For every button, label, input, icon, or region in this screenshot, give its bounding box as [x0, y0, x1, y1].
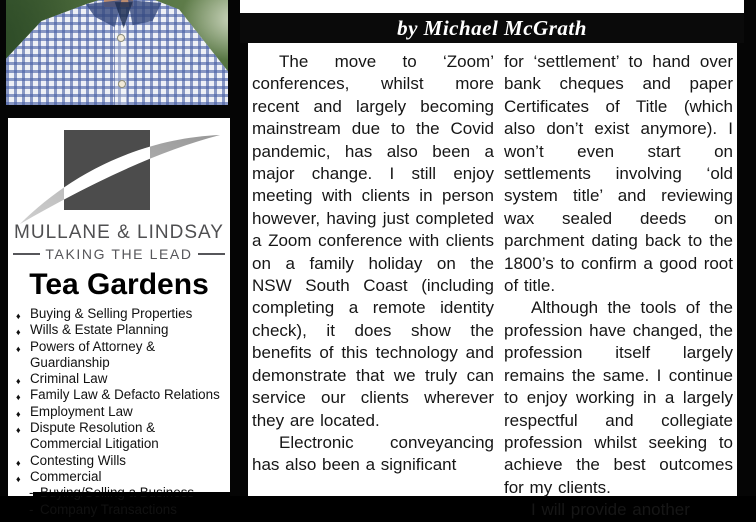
service-label: Employment Law [30, 403, 133, 419]
service-item [12, 469, 228, 485]
service-item [12, 387, 228, 403]
location-heading: Tea Gardens [29, 268, 209, 301]
service-label: Dispute Resolution & Commercial Litigation [30, 420, 159, 452]
article-paragraph: for ‘settlement’ to hand over bank cheques and paper Certificates of Title (which also don’t exist anymore). I won’t even start on settlements involving ‘old system title’ and reviewing wax sealed deeds on parchment dating back to the 1800’s to confirm a good root of title. [504, 52, 733, 296]
shirt-button [118, 80, 126, 88]
services-list [8, 306, 230, 518]
firm-info-box [8, 118, 230, 517]
article-column-1 [252, 51, 494, 496]
diamond-bullet-icon: ♦ [16, 473, 21, 484]
service-item [12, 453, 228, 469]
service-label: Contesting Wills [30, 452, 126, 468]
service-item [12, 371, 228, 387]
diamond-bullet-icon: ♦ [16, 327, 21, 338]
service-item [12, 322, 228, 338]
diamond-bullet-icon: ♦ [16, 311, 21, 321]
service-item [12, 404, 228, 420]
bottom-rule [33, 492, 230, 496]
service-label: Family Law & Defacto Relations [30, 387, 220, 403]
service-sub-item [12, 502, 228, 518]
diamond-bullet-icon: ♦ [16, 425, 21, 436]
article-paragraph: Electronic conveyancing has also been a significant [252, 432, 494, 475]
top-white-strip [240, 0, 744, 13]
service-label: Criminal Law [30, 371, 108, 387]
service-label: Commercial [30, 468, 102, 484]
service-item [12, 339, 228, 372]
dash-marker: - [29, 485, 34, 501]
service-label: Buying & Selling Properties [30, 306, 193, 321]
article-paragraph: The move to ‘Zoom’ conferences, whilst more recent and largely becoming mainstream due to the Covid pandemic, has also been a major change. I still enjoy meeting with clients in person however, having just completed a Zoom conference with clients on a family holiday on the NSW South Coast (including completing a remote identity check), it does show the benefits of this technology and demonstrate that we truly can service our clients wherever they are located. [252, 52, 494, 430]
article-column-2 [504, 51, 733, 520]
diamond-bullet-icon: ♦ [16, 457, 21, 468]
tagline-dash [13, 253, 40, 255]
dash-marker: - [29, 501, 34, 517]
firm-tagline: TAKING THE LEAD [8, 246, 230, 262]
diamond-bullet-icon: ♦ [16, 343, 21, 354]
diamond-bullet-icon: ♦ [16, 408, 21, 419]
firm-name: MULLANE & LINDSAY [14, 222, 224, 243]
article-body [248, 43, 737, 520]
service-label: Company Transactions [40, 501, 177, 517]
diamond-bullet-icon: ♦ [16, 376, 21, 387]
service-item [12, 420, 228, 453]
article-paragraph: Although the tools of the profession have changed, the profession itself largely remains the same. I continue to enjoy working in a largely respectful and collegiate profession whilst seeking to achieve the best outcomes for my clients. [504, 298, 733, 497]
shirt-button [117, 34, 125, 42]
article-paragraph: I will provide another [531, 500, 690, 520]
service-item [12, 306, 228, 322]
tagline-dash [198, 253, 225, 255]
byline-text: by Michael McGrath [397, 15, 587, 40]
mullane-lindsay-logo-icon [8, 118, 230, 228]
byline-banner [240, 13, 744, 43]
service-label: Wills & Estate Planning [30, 322, 169, 338]
solicitor-portrait-photo [6, 0, 228, 105]
diamond-bullet-icon: ♦ [16, 392, 21, 403]
service-label: Powers of Attorney & Guardianship [30, 338, 156, 370]
